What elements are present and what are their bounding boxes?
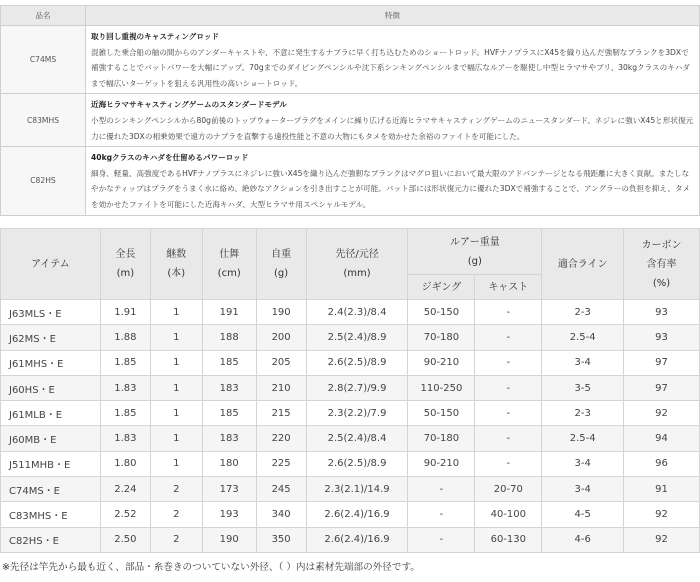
- table-row: [1, 325, 700, 350]
- weight-cell: 220: [256, 426, 306, 451]
- header-lure-label: ルアー重量: [450, 236, 500, 248]
- jigging-cell: 110-250: [408, 375, 475, 400]
- header-closed-label: 仕舞: [219, 249, 240, 260]
- closed-cell: 180: [202, 451, 256, 476]
- header-pieces-unit: (本): [167, 268, 186, 279]
- weight-cell: 215: [256, 401, 306, 426]
- pieces-cell: 2: [150, 477, 202, 502]
- header-feature: 特徴: [86, 6, 700, 26]
- casting-cell: -: [475, 375, 542, 400]
- table-row: [1, 300, 700, 325]
- length-cell: 2.24: [100, 477, 150, 502]
- carbon-cell: 93: [624, 300, 700, 325]
- header-length-label: 全長: [115, 249, 136, 260]
- carbon-cell: 92: [624, 401, 700, 426]
- carbon-cell: 96: [624, 451, 700, 476]
- jigging-cell: 50-150: [408, 300, 475, 325]
- line-cell: 2-3: [542, 300, 624, 325]
- carbon-cell: 97: [624, 375, 700, 400]
- header-pieces: [150, 229, 202, 300]
- table-row: [1, 477, 700, 502]
- item-cell: J60MB・E: [1, 426, 101, 451]
- pieces-cell: 1: [150, 350, 202, 375]
- pieces-cell: 1: [150, 300, 202, 325]
- weight-cell: 350: [256, 527, 306, 552]
- footnote: ※先径は竿先から最も近く、部品・糸巻きのついていない外径、（ ）内は素材先端部の外径です。: [2, 562, 420, 573]
- item-cell: J63MLS・E: [1, 300, 101, 325]
- pieces-cell: 1: [150, 426, 202, 451]
- length-cell: 1.85: [100, 350, 150, 375]
- jigging-cell: 70-180: [408, 325, 475, 350]
- weight-cell: 340: [256, 502, 306, 527]
- pieces-cell: 1: [150, 401, 202, 426]
- casting-cell: -: [475, 451, 542, 476]
- diameter-cell: 2.6(2.5)/8.9: [306, 350, 408, 375]
- item-cell: C83MHS・E: [1, 502, 101, 527]
- diameter-cell: 2.3(2.2)/7.9: [306, 401, 408, 426]
- table-row: [1, 502, 700, 527]
- carbon-cell: 93: [624, 325, 700, 350]
- closed-cell: 188: [202, 325, 256, 350]
- feature-row: [1, 26, 700, 94]
- diameter-cell: 2.8(2.7)/9.9: [306, 375, 408, 400]
- feature-model: C74MS: [1, 26, 86, 94]
- feature-description: [86, 94, 700, 147]
- feature-heading: 40kgクラスのキハダを仕留めるパワーロッド: [91, 153, 249, 163]
- weight-cell: 210: [256, 375, 306, 400]
- spec-header-row: [1, 229, 700, 275]
- feature-body: 細身、軽量、高強度であるHVFナノプラスにネジレに強いX45を織り込んだ強靭なブランクはマグロ狙いにおいて最大限のアドバンテージとなる飛距離に大きく貢献。またしなやかなティップはプラグをうまく水に絡め、絶妙なアクションを引き出すことが可能。バット部には形状復元力に優れた3DXで補強することで、アングラーの負担を抑え、タメを効かせたファイトを可能にした近海キハダ、大型ヒラマサ用スペシャルモデル。: [91, 168, 691, 209]
- diameter-cell: 2.3(2.1)/14.9: [306, 477, 408, 502]
- header-lure-unit: (g): [467, 255, 482, 267]
- item-cell: J61MHS・E: [1, 350, 101, 375]
- line-cell: 2.5-4: [542, 426, 624, 451]
- jigging-cell: -: [408, 502, 475, 527]
- length-cell: 1.88: [100, 325, 150, 350]
- casting-cell: 60-130: [475, 527, 542, 552]
- header-carbon-unit: (%): [652, 277, 671, 289]
- table-row: [1, 451, 700, 476]
- length-cell: 2.52: [100, 502, 150, 527]
- length-cell: 1.91: [100, 300, 150, 325]
- casting-cell: -: [475, 401, 542, 426]
- jigging-cell: 90-210: [408, 451, 475, 476]
- jigging-cell: -: [408, 477, 475, 502]
- feature-model: C83MHS: [1, 94, 86, 147]
- item-cell: C74MS・E: [1, 477, 101, 502]
- feature-body: 混雑した乗合船の舳の間からのアンダーキャストや、不意に発生するナブラに早く打ち込むためのショートロッド。HVFナノプラスにX45を織り込んだ強靭なブランクを3DXで補強することでバットパワーを大幅にアップ。70gまでのダイビングペンシルや沈下系シンキングペンシルまで幅広なルアーを駆使し中型ヒラマサやブリ、30kgクラスのキハダまで幅広いターゲットを狙える汎用性の高いショートロッド。: [91, 47, 690, 88]
- pieces-cell: 1: [150, 375, 202, 400]
- carbon-cell: 92: [624, 527, 700, 552]
- closed-cell: 190: [202, 527, 256, 552]
- casting-cell: 40-100: [475, 502, 542, 527]
- feature-row: [1, 147, 700, 215]
- header-jigging: ジギング: [408, 275, 475, 300]
- casting-cell: -: [475, 300, 542, 325]
- header-pieces-label: 継数: [166, 249, 187, 260]
- item-cell: J60HS・E: [1, 375, 101, 400]
- header-diameter-label: 先径/元径: [335, 249, 379, 260]
- carbon-cell: 97: [624, 350, 700, 375]
- line-cell: 4-5: [542, 502, 624, 527]
- feature-body: 小型のシンキングペンシルから80g前後のトップウォータープラグをメインに繰り広げる近海ヒラマサキャスティングゲームのニュースタンダード。ネジレに強いX45と形状復元力に優れた3DXの相乗効果で遠方のナブラを直撃する遠投性能と不意の大物にもタメを効かせた余裕のファイトを可能にした。: [91, 115, 694, 141]
- line-cell: 4-6: [542, 527, 624, 552]
- pieces-cell: 1: [150, 451, 202, 476]
- closed-cell: 173: [202, 477, 256, 502]
- header-length: [100, 229, 150, 300]
- header-weight-unit: (g): [274, 268, 289, 279]
- length-cell: 2.50: [100, 527, 150, 552]
- header-casting: キャスト: [475, 275, 542, 300]
- length-cell: 1.80: [100, 451, 150, 476]
- diameter-cell: 2.5(2.4)/8.4: [306, 426, 408, 451]
- header-diameter-unit: (mm): [343, 268, 371, 279]
- weight-cell: 205: [256, 350, 306, 375]
- casting-cell: -: [475, 325, 542, 350]
- weight-cell: 245: [256, 477, 306, 502]
- line-cell: 3-4: [542, 477, 624, 502]
- header-line: 適合ライン: [542, 229, 624, 300]
- header-carbon-label2: 含有率: [646, 258, 677, 270]
- pieces-cell: 1: [150, 325, 202, 350]
- jigging-cell: 50-150: [408, 401, 475, 426]
- header-model: 品名: [1, 6, 86, 26]
- carbon-cell: 94: [624, 426, 700, 451]
- table-row: [1, 375, 700, 400]
- spec-body: [1, 300, 700, 553]
- weight-cell: 190: [256, 300, 306, 325]
- jigging-cell: -: [408, 527, 475, 552]
- jigging-cell: 90-210: [408, 350, 475, 375]
- header-length-unit: (m): [116, 268, 135, 279]
- diameter-cell: 2.4(2.3)/8.4: [306, 300, 408, 325]
- feature-heading: 取り回し重視のキャスティングロッド: [91, 32, 220, 41]
- spec-table: [0, 228, 700, 553]
- table-row: [1, 426, 700, 451]
- jigging-cell: 70-180: [408, 426, 475, 451]
- weight-cell: 200: [256, 325, 306, 350]
- header-closed-unit: (cm): [217, 268, 241, 279]
- length-cell: 1.83: [100, 375, 150, 400]
- feature-heading: 近海ヒラマサキャスティングゲームのスタンダードモデル: [91, 100, 287, 110]
- header-closed: [202, 229, 256, 300]
- table-row: [1, 401, 700, 426]
- line-cell: 3-4: [542, 451, 624, 476]
- header-weight: [256, 229, 306, 300]
- feature-table: [0, 5, 700, 216]
- pieces-cell: 2: [150, 527, 202, 552]
- diameter-cell: 2.6(2.4)/16.9: [306, 502, 408, 527]
- feature-description: [86, 26, 700, 94]
- length-cell: 1.85: [100, 401, 150, 426]
- closed-cell: 185: [202, 401, 256, 426]
- casting-cell: 20-70: [475, 477, 542, 502]
- closed-cell: 185: [202, 350, 256, 375]
- weight-cell: 225: [256, 451, 306, 476]
- line-cell: 2.5-4: [542, 325, 624, 350]
- closed-cell: 183: [202, 426, 256, 451]
- header-weight-label: 自重: [271, 249, 292, 260]
- diameter-cell: 2.6(2.4)/16.9: [306, 527, 408, 552]
- header-carbon: [624, 229, 700, 300]
- item-cell: J511MHB・E: [1, 451, 101, 476]
- item-cell: C82HS・E: [1, 527, 101, 552]
- feature-header-row: [1, 6, 700, 26]
- closed-cell: 191: [202, 300, 256, 325]
- closed-cell: 193: [202, 502, 256, 527]
- header-lure: [408, 229, 542, 275]
- casting-cell: -: [475, 350, 542, 375]
- line-cell: 3-4: [542, 350, 624, 375]
- header-carbon-label: カーボン: [641, 239, 682, 251]
- length-cell: 1.83: [100, 426, 150, 451]
- item-cell: J61MLB・E: [1, 401, 101, 426]
- diameter-cell: 2.6(2.5)/8.9: [306, 451, 408, 476]
- feature-model: C82HS: [1, 147, 86, 215]
- table-row: [1, 350, 700, 375]
- feature-row: [1, 94, 700, 147]
- carbon-cell: 92: [624, 502, 700, 527]
- casting-cell: -: [475, 426, 542, 451]
- header-item: アイテム: [1, 229, 101, 300]
- table-row: [1, 527, 700, 552]
- pieces-cell: 2: [150, 502, 202, 527]
- diameter-cell: 2.5(2.4)/8.9: [306, 325, 408, 350]
- line-cell: 2-3: [542, 401, 624, 426]
- feature-description: [86, 147, 700, 215]
- item-cell: J62MS・E: [1, 325, 101, 350]
- closed-cell: 183: [202, 375, 256, 400]
- carbon-cell: 91: [624, 477, 700, 502]
- line-cell: 3-5: [542, 375, 624, 400]
- header-diameter: [306, 229, 408, 300]
